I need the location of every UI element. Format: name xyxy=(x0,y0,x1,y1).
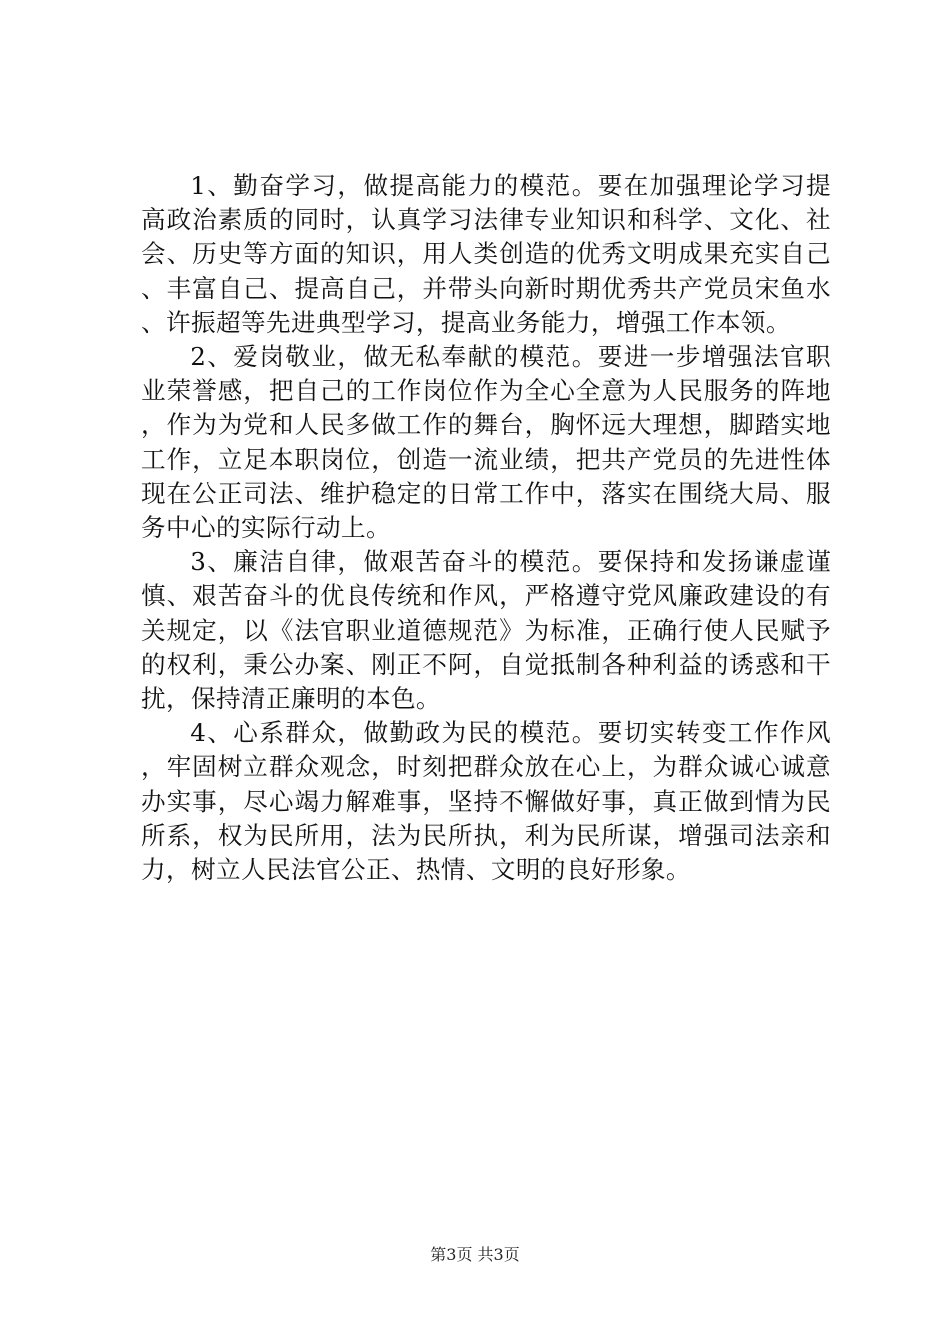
paragraph-2: 2、爱岗敬业，做无私奉献的模范。要进一步增强法官职业荣誉感，把自己的工作岗位作为全心全意为人民服务的阵地，作为为党和人民多做工作的舞台，胸怀远大理想，脚踏实地工作，立足本职岗位，创造一流业绩，把共产党员的先进性体现在公正司法、维护稳定的日常工作中，落实在围绕大局、服务中心的实际行动上。 xyxy=(141,342,831,543)
paragraph-3: 3、廉洁自律，做艰苦奋斗的模范。要保持和发扬谦虚谨慎、艰苦奋斗的优良传统和作风，严格遵守党风廉政建设的有关规定，以《法官职业道德规范》为标准，正确行使人民赋予的权利，秉公办案、刚正不阿，自觉抵制各种利益的诱惑和干扰，保持清正廉明的本色。 xyxy=(141,547,831,714)
paragraph-1: 1、勤奋学习，做提高能力的模范。要在加强理论学习提高政治素质的同时，认真学习法律专业知识和科学、文化、社会、历史等方面的知识，用人类创造的优秀文明成果充实自己、丰富自己、提高自己，并带头向新时期优秀共产党员宋鱼水、许振超等先进典型学习，提高业务能力，增强工作本领。 xyxy=(141,171,831,337)
document-body xyxy=(141,169,831,887)
paragraph-4: 4、心系群众，做勤政为民的模范。要切实转变工作作风，牢固树立群众观念，时刻把群众放在心上，为群众诚心诚意办实事，尽心竭力解难事，坚持不懈做好事，真正做到情为民所系，权为民所用，法为民所执，利为民所谋，增强司法亲和力，树立人民法官公正、热情、文明的良好形象。 xyxy=(141,718,831,885)
page-footer: 第3页 共3页 xyxy=(430,1245,520,1264)
